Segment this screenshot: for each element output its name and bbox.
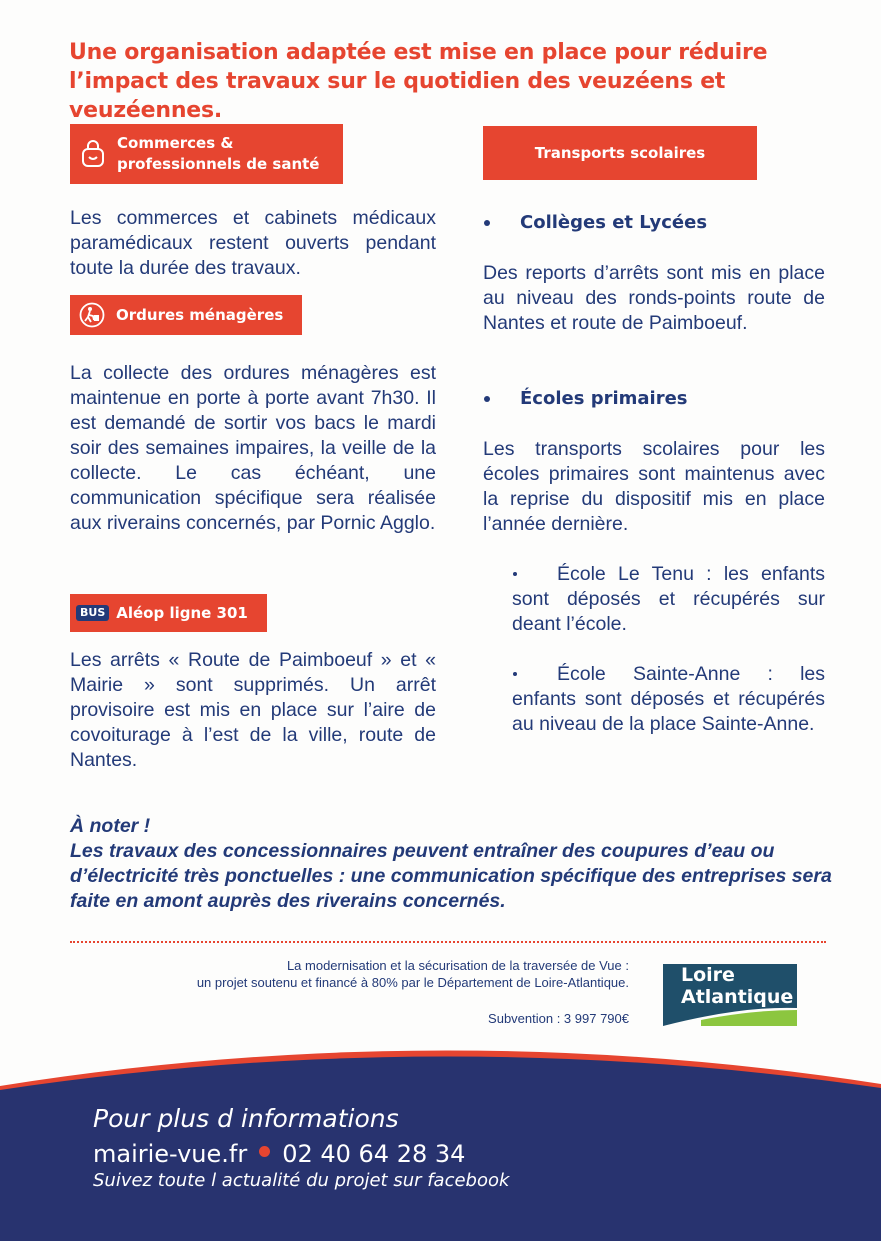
funding-line1: La modernisation et la sécurisation de la traversée de Vue : <box>286 958 629 973</box>
colleges-bullet <box>484 220 490 226</box>
aleop-tag-label: Aléop ligne 301 <box>116 603 248 622</box>
commerces-tag-line1: Commerces & <box>117 134 234 152</box>
ecole-sainte-anne-item: École Sainte-Anne : les enfants sont déposés et récupérés au niveau de la place Sainte-Anne. <box>512 663 825 735</box>
dotted-divider <box>70 941 826 943</box>
ordures-tag-label: Ordures ménagères <box>116 305 284 324</box>
logo-line1: Loire <box>681 964 735 986</box>
phone-number[interactable]: 02 40 64 28 34 <box>282 1140 466 1168</box>
ecoles-heading: Écoles primaires <box>520 388 688 409</box>
transports-tag <box>483 126 757 180</box>
note-text: Les travaux des concessionnaires peuvent entraîner des coupures d’eau ou d’électricité très ponctuelles : une communication spécifique des entreprises sera faite en amont auprès des riverains concernés. <box>70 840 832 912</box>
transports-tag-label: Transports scolaires <box>534 143 706 162</box>
commerces-tag <box>70 124 343 184</box>
colleges-heading: Collèges et Lycées <box>520 212 708 233</box>
aleop-tag <box>70 594 267 632</box>
ecoles-bullet <box>484 396 490 402</box>
loire-atlantique-logo <box>661 962 799 1028</box>
logo-line2: Atlantique <box>681 986 794 1008</box>
separator-dot <box>259 1146 270 1157</box>
ecoles-text: Les transports scolaires pour les écoles primaires sont maintenus avec la reprise du dispositif mis en place l’année dernière. <box>483 438 825 535</box>
footer-title: Pour plus d informations <box>93 1104 399 1133</box>
funding-line2: un projet soutenu et financé à 80% par le Département de Loire-Atlantique. <box>196 975 629 990</box>
note-block <box>70 814 850 914</box>
aleop-text: Les arrêts « Route de Paimboeuf » et « Mairie » sont supprimés. Un arrêt provisoire est mis en place sur l’aire de covoiturage à l’est de la ville, route de Nantes. <box>70 649 436 771</box>
subvention: Subvention : 3 997 790€ <box>488 1011 629 1026</box>
ordures-tag <box>70 295 302 335</box>
note-title: À noter ! <box>70 815 151 837</box>
shopping-bag-icon <box>80 139 106 169</box>
ordures-text: La collecte des ordures ménagères est maintenue en porte à porte avant 7h30. Il est demandé de sortir vos bacs le mardi soir des semaines impaires, la veille de la collecte. Le cas échéant, une communication spécifique sera réalisée aux riverains concernés, par Pornic Agglo. <box>70 362 436 534</box>
commerces-text: Les commerces et cabinets médicaux paramédicaux restent ouverts pendant toute la durée des travaux. <box>70 207 436 279</box>
ecole-tenu-item: École Le Tenu : les enfants sont déposés et récupérés sur deant l’école. <box>512 563 825 635</box>
recycling-person-icon <box>79 302 105 328</box>
footer-contact <box>93 1138 465 1170</box>
headline: Une organisation adaptée est mise en place pour réduire l’impact des travaux sur le quotidien des veuzéens et veuzéennes. <box>69 40 768 123</box>
website-link[interactable]: mairie-vue.fr <box>93 1140 248 1168</box>
commerces-tag-line2: professionnels de santé <box>117 155 320 173</box>
colleges-text: Des reports d’arrêts sont mis en place au niveau des ronds-points route de Nantes et route de Paimboeuf. <box>483 262 825 334</box>
bus-badge: BUS <box>76 605 109 621</box>
footer-facebook: Suivez toute l actualité du projet sur facebook <box>93 1170 510 1191</box>
